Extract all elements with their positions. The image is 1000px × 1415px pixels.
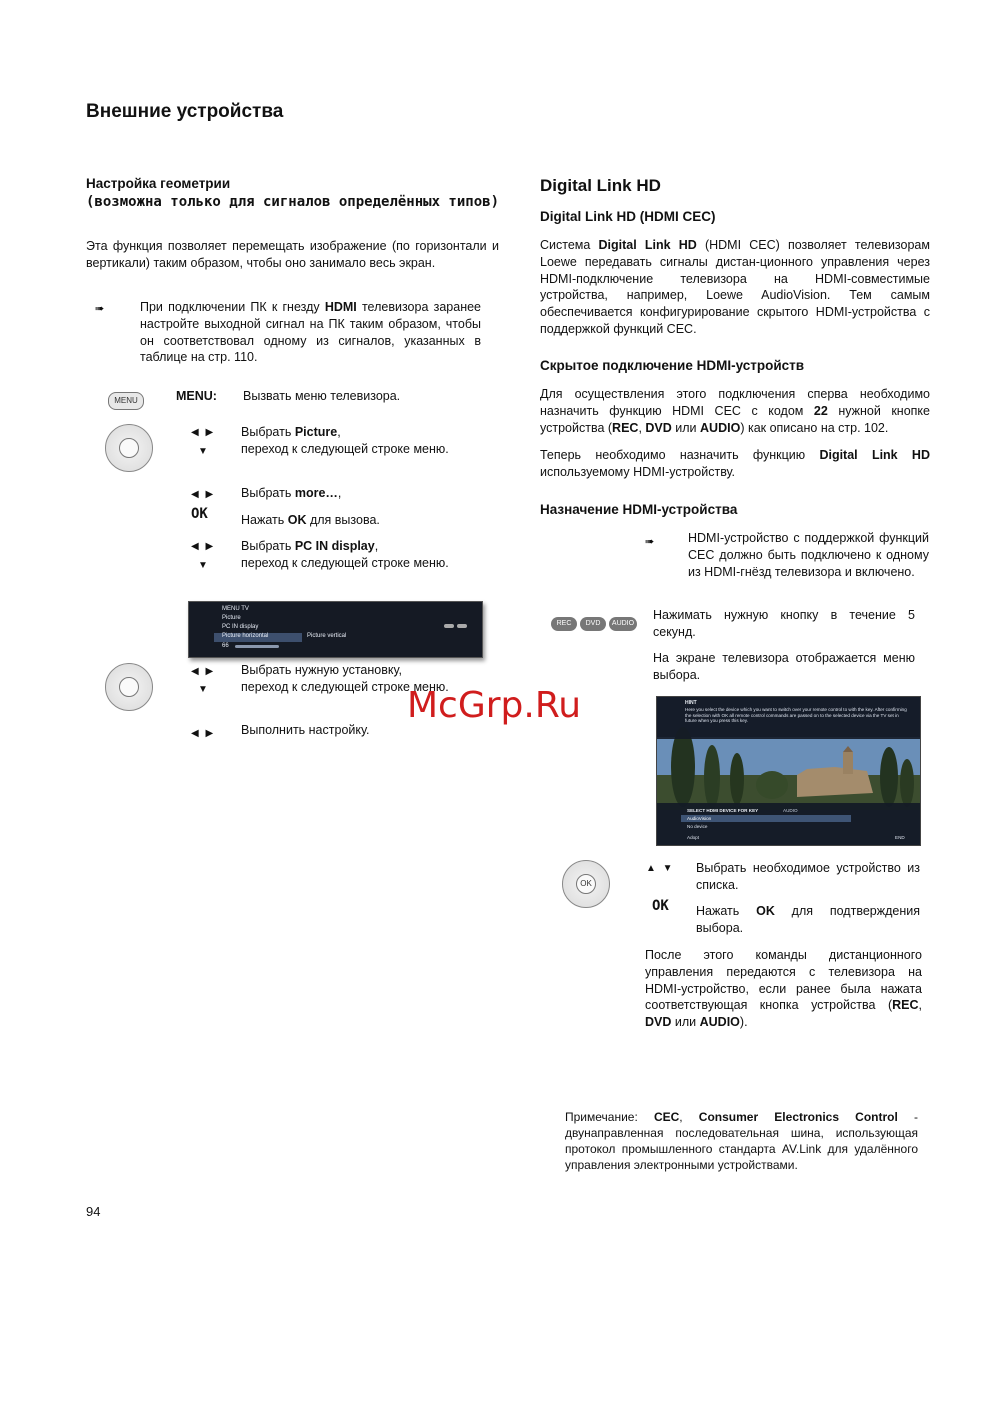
device-buttons-icon bbox=[551, 612, 640, 631]
digital-link-paragraph: Система Digital Link HD (HDMI CEC) позволяет телевизорам Loewe передавать сигналы дистан-ционного управления через HDMI-подключение телевизора на HDMI-совместимые устройства, например, Loewe AudioVision. Тем самым обеспечивается конфигурирование скрытого HDMI-устройства с поддержкой функций CEC. bbox=[540, 238, 930, 336]
hint-title: HINT bbox=[685, 700, 697, 706]
cec-footnote: Примечание: CEC, Consumer Electronics Control - двунаправленная последовательная шина, использующая протокол промышленного стандарта AV.Link для удалённого управления электронными устройствами. bbox=[565, 1110, 918, 1172]
step-next-line-3: переход к следующей строке меню. bbox=[241, 680, 449, 694]
remote-navigation-icon bbox=[105, 424, 153, 472]
left-right-arrows-icon: ◀ ▶ bbox=[191, 489, 216, 500]
after-confirm-paragraph: После этого команды дистанционного управления передаются с телевизора на HDMI-устройство, если ранее была нажата соответствующая кнопка устройства (REC, DVD или AUDIO). bbox=[645, 948, 922, 1030]
assign-function-paragraph: Теперь необходимо назначить функцию Digital Link HD используемому HDMI-устройству. bbox=[540, 448, 930, 479]
hint-key-label: AUDIO bbox=[783, 808, 798, 813]
dvd-button-icon: DVD bbox=[580, 617, 606, 631]
select-device-instruction: Выбрать необходимое устройство из списка. bbox=[696, 861, 920, 892]
hidden-connection-heading: Скрытое подключение HDMI-устройств bbox=[540, 358, 805, 373]
hint-option-audiovision[interactable]: AudioVision bbox=[687, 816, 712, 821]
page-title: Внешние устройства bbox=[86, 101, 284, 122]
tv-menu-line: PC IN display bbox=[222, 624, 259, 630]
left-right-arrows-icon: ◀ ▶ bbox=[191, 666, 216, 677]
press-button-instruction: Нажимать нужную кнопку в течение 5 секунд. bbox=[653, 608, 915, 639]
pc-note: При подключении ПК к гнезду HDMI телевизора заранее настройте выходной сигнал на ПК таким образом, чтобы он соответствовал одному из сигналов, указанных в таблице на стр. 110. bbox=[140, 300, 481, 365]
step-select-pc-in: Выбрать PC IN display, bbox=[241, 539, 379, 553]
step-perform-setting: Выполнить настройку. bbox=[241, 723, 370, 737]
note-bullet-icon: ➠ bbox=[95, 303, 105, 315]
ok-icon: OK bbox=[191, 506, 208, 522]
tv-menu-value: 66 bbox=[222, 643, 229, 649]
remote-navigation-icon bbox=[105, 663, 153, 711]
note-bullet-icon: ➠ bbox=[645, 536, 655, 548]
step-select-more: Выбрать more…, bbox=[241, 486, 342, 500]
hint-end: END bbox=[895, 835, 905, 840]
hint-text: Here you select the device which you want to switch over your remote control to with the key. After confirming the selection with OK all remote control commands are passed on to the selected device via the TV set in future when you press this key. bbox=[685, 707, 907, 724]
section-subtitle-geometry: (возможна только для сигналов определённых типов) bbox=[86, 194, 500, 210]
step-select-picture: Выбрать Picture, bbox=[241, 425, 341, 439]
tv-menu-pill bbox=[444, 624, 454, 628]
device-note: HDMI-устройство с поддержкой функций CEC должно быть подключено к одному из HDMI-гнёзд телевизора и включено. bbox=[688, 531, 929, 579]
hint-option-no-device[interactable]: No device bbox=[687, 824, 708, 829]
intro-paragraph: Эта функция позволяет перемещать изображение (по горизонтали и вертикали) таким образом, чтобы оно занимало весь экран. bbox=[86, 239, 499, 270]
hint-adopt: Adopt bbox=[687, 835, 700, 840]
up-down-arrows-icon: ▲ ▼ bbox=[646, 863, 675, 874]
tv-menu-line: Picture vertical bbox=[307, 633, 347, 639]
tv-menu-screenshot bbox=[188, 601, 483, 658]
confirm-ok-instruction: Нажать OK для подтверждения выбора. bbox=[696, 904, 920, 935]
assign-device-heading: Назначение HDMI-устройства bbox=[540, 502, 738, 517]
left-right-arrows-icon: ◀ ▶ bbox=[191, 728, 216, 739]
down-arrow-icon: ▼ bbox=[198, 684, 210, 695]
hdmi-select-screenshot bbox=[656, 696, 921, 846]
menu-key-label: MENU: bbox=[176, 389, 217, 403]
down-arrow-icon: ▼ bbox=[198, 560, 210, 571]
tv-menu-pill bbox=[457, 624, 467, 628]
ok-icon: OK bbox=[652, 898, 669, 914]
tv-menu-line: Picture horizontal bbox=[222, 633, 269, 639]
menu-button-icon: MENU bbox=[108, 392, 144, 410]
step-next-line-2: переход к следующей строке меню. bbox=[241, 556, 449, 570]
tv-menu-line: MENU TV bbox=[222, 606, 249, 612]
step-select-setting: Выбрать нужную установку, bbox=[241, 663, 402, 677]
tv-menu-line: Picture bbox=[222, 615, 241, 621]
screen-shows-menu: На экране телевизора отображается меню выбора. bbox=[653, 651, 915, 682]
left-right-arrows-icon: ◀ ▶ bbox=[191, 541, 216, 552]
step-press-ok: Нажать OK для вызова. bbox=[241, 513, 380, 527]
left-right-arrows-icon: ◀ ▶ bbox=[191, 427, 216, 438]
hint-select-title: SELECT HDMI DEVICE FOR KEY bbox=[687, 808, 759, 813]
digital-link-subtitle: Digital Link HD (HDMI CEC) bbox=[540, 209, 716, 224]
down-arrow-icon: ▼ bbox=[198, 446, 210, 457]
remote-ok-icon: OK bbox=[562, 860, 610, 908]
audio-button-icon: AUDIO bbox=[609, 617, 637, 631]
page-number: 94 bbox=[86, 1204, 101, 1219]
section-title-geometry: Настройка геометрии bbox=[86, 176, 231, 191]
tv-menu-slider bbox=[235, 645, 279, 648]
watermark: McGrp.Ru bbox=[407, 685, 582, 726]
hidden-connection-paragraph: Для осуществления этого подключения сперва необходимо назначить функцию HDMI CEC с кодом 22 нужной кнопке устройства (REC, DVD или AUDIO) как описано на стр. 102. bbox=[540, 387, 930, 435]
menu-key-desc: Вызвать меню телевизора. bbox=[243, 389, 401, 403]
digital-link-title: Digital Link HD bbox=[540, 176, 661, 195]
rec-button-icon: REC bbox=[551, 617, 577, 631]
step-next-line-1: переход к следующей строке меню. bbox=[241, 442, 449, 456]
